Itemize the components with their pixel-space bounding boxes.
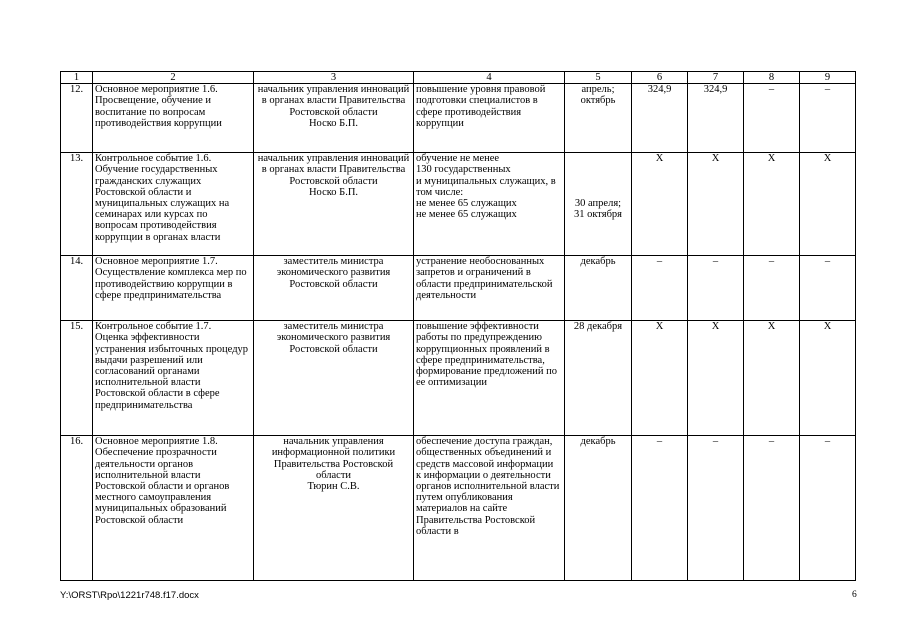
term-cell: 30 апреля; 31 октября — [565, 153, 632, 256]
table-row — [61, 436, 856, 581]
term-cell: декабрь — [565, 256, 632, 321]
value-cell: Х — [744, 321, 800, 436]
value-cell: – — [744, 436, 800, 581]
column-number: 7 — [688, 72, 744, 84]
value-cell: 324,9 — [632, 84, 688, 153]
row-number: 12. — [61, 84, 93, 153]
column-number: 3 — [254, 72, 414, 84]
value-cell: Х — [688, 153, 744, 256]
result-cell: обеспечение доступа граждан, общественных объединений и средств массовой информации к информации о деятельности органов исполнительной власти путем опубликования материалов на сайте Правительства Ростовской области в — [414, 436, 565, 581]
value-cell: – — [800, 256, 856, 321]
responsible-cell: начальник управления информационной политики Правительства Ростовской области Тюрин С.В. — [254, 436, 414, 581]
value-cell: – — [632, 436, 688, 581]
responsible-cell: заместитель министра экономического развития Ростовской области — [254, 256, 414, 321]
value-cell: – — [744, 84, 800, 153]
column-number: 8 — [744, 72, 800, 84]
table-row — [61, 321, 856, 436]
responsible-cell: начальник управления инноваций в органах власти Правительства Ростовской области Носко Б.П. — [254, 84, 414, 153]
value-cell: – — [800, 84, 856, 153]
term-cell: декабрь — [565, 436, 632, 581]
value-cell: Х — [744, 153, 800, 256]
result-cell: устранение необоснованных запретов и ограничений в области предпринимательской деятельности — [414, 256, 565, 321]
result-cell: повышение эффективности работы по предупреждению коррупционных проявлений в сфере предпринимательства, формирование предложений по ее оптимизации — [414, 321, 565, 436]
value-cell: Х — [632, 153, 688, 256]
value-cell: – — [800, 436, 856, 581]
value-cell: Х — [800, 321, 856, 436]
row-number: 16. — [61, 436, 93, 581]
event-cell: Контрольное событие 1.6. Обучение государственных гражданских служащих Ростовской области и муниципальных служащих на семинарах или курсах по вопросам противодействия коррупции в органах власти — [93, 153, 254, 256]
column-number: 5 — [565, 72, 632, 84]
responsible-cell: заместитель министра экономического развития Ростовской области — [254, 321, 414, 436]
event-cell: Основное мероприятие 1.6. Просвещение, обучение и воспитание по вопросам противодействия коррупции — [93, 84, 254, 153]
event-cell: Основное мероприятие 1.8. Обеспечение прозрачности деятельности органов исполнительной власти Ростовской области и органов местного самоуправления муниципальных образований Ростовской области — [93, 436, 254, 581]
event-cell: Основное мероприятие 1.7. Осуществление комплекса мер по противодействию коррупции в сфере предпринимательства — [93, 256, 254, 321]
value-cell: – — [744, 256, 800, 321]
value-cell: – — [688, 256, 744, 321]
footer-file-path: Y:\ORST\Rpo\1221r748.f17.docx — [60, 590, 199, 601]
value-cell: Х — [688, 321, 744, 436]
event-cell: Контрольное событие 1.7. Оценка эффективности устранения избыточных процедур выдачи разрешений или согласований органами исполнительной власти Ростовской области в сфере предпринимательства — [93, 321, 254, 436]
row-number: 13. — [61, 153, 93, 256]
row-number: 15. — [61, 321, 93, 436]
value-cell: – — [632, 256, 688, 321]
value-cell: 324,9 — [688, 84, 744, 153]
measures-table — [60, 71, 856, 581]
responsible-cell: начальник управления инноваций в органах власти Правительства Ростовской области Носко Б.П. — [254, 153, 414, 256]
row-number: 14. — [61, 256, 93, 321]
column-number: 1 — [61, 72, 93, 84]
result-cell: повышение уровня правовой подготовки специалистов в сфере противодействия коррупции — [414, 84, 565, 153]
table-row — [61, 84, 856, 153]
result-cell: обучение не менее 130 государственных и муниципальных служащих, в том числе: не менее 65 служащих не менее 65 служащих — [414, 153, 565, 256]
table-row — [61, 153, 856, 256]
value-cell: – — [688, 436, 744, 581]
page-number: 6 — [852, 590, 857, 600]
column-number: 6 — [632, 72, 688, 84]
table-row — [61, 256, 856, 321]
column-number: 9 — [800, 72, 856, 84]
value-cell: Х — [632, 321, 688, 436]
term-cell: апрель; октябрь — [565, 84, 632, 153]
value-cell: Х — [800, 153, 856, 256]
term-cell: 28 декабря — [565, 321, 632, 436]
column-number-row — [61, 72, 856, 84]
column-number: 4 — [414, 72, 565, 84]
column-number: 2 — [93, 72, 254, 84]
